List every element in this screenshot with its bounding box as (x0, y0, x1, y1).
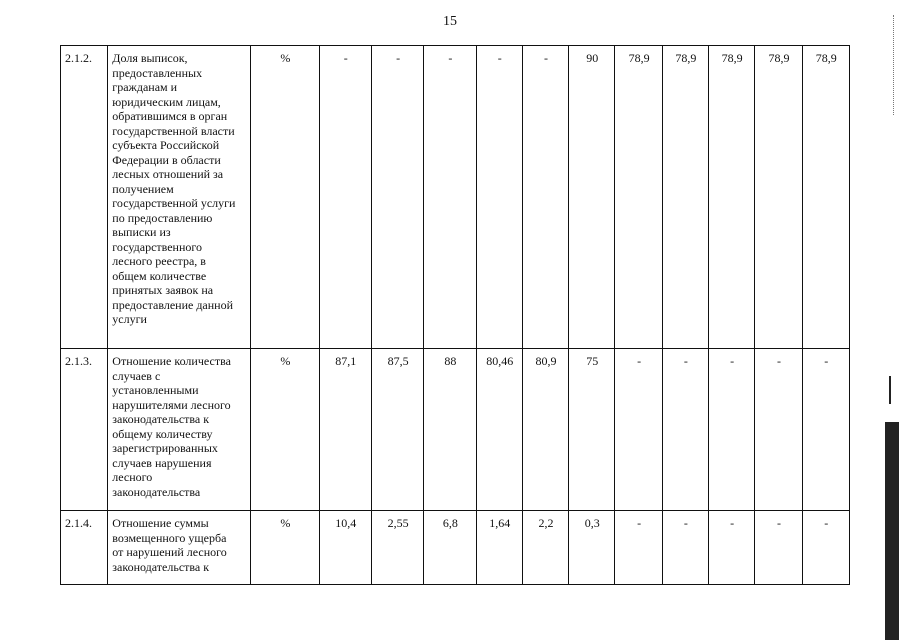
page-number: 15 (443, 14, 457, 29)
description-line: лесных отношений за (112, 167, 224, 181)
description-line: законодательства к (112, 412, 210, 426)
description-line: Отношение суммы (112, 516, 209, 530)
indicator-description-cell (108, 349, 251, 511)
unit-cell: % (251, 46, 319, 349)
value-cell: - (709, 349, 755, 511)
description-line: государственной власти (112, 123, 235, 138)
indicator-description-cell (108, 511, 251, 585)
value-cell: - (709, 511, 755, 585)
value-cell: - (755, 349, 802, 511)
unit-cell: % (251, 349, 319, 511)
value-cell: 6,8 (424, 511, 476, 585)
row-number-cell: 2.1.2. (61, 46, 108, 349)
value-cell: 2,55 (371, 511, 423, 585)
value-cell: - (662, 349, 708, 511)
value-cell: 75 (569, 349, 615, 511)
description-line: обратившимся в орган (112, 109, 228, 123)
description-line: предоставленных (112, 65, 203, 80)
table-row (61, 46, 850, 349)
description-line: субъекта Российской (112, 138, 220, 152)
description-line: государственной услуги (112, 196, 236, 210)
scan-artifact-bar (885, 422, 899, 640)
value-cell: 78,9 (662, 46, 708, 349)
table-row (61, 511, 850, 585)
value-cell: - (371, 46, 423, 349)
value-cell: 78,9 (615, 46, 662, 349)
indicator-description-cell (108, 46, 251, 349)
description-line: возмещенного ущерба (112, 530, 227, 545)
value-cell: - (802, 511, 849, 585)
description-line: установленными (112, 383, 199, 397)
description-line: общему количеству (112, 426, 213, 441)
description-line: Доля выписок, (112, 51, 188, 65)
description-line: предоставление данной (112, 297, 234, 312)
scan-artifact-tick (889, 376, 891, 404)
value-cell: 78,9 (709, 46, 755, 349)
scan-artifact-dots (893, 15, 894, 115)
description-line: Федерации в области (112, 152, 221, 167)
value-cell: - (476, 46, 522, 349)
description-line: общем количестве (112, 268, 207, 283)
value-cell: 90 (569, 46, 615, 349)
value-cell: - (319, 46, 371, 349)
value-cell: 78,9 (755, 46, 802, 349)
description-line: принятых заявок на (112, 283, 214, 297)
description-line: законодательства к (112, 559, 210, 574)
description-line: гражданам и (112, 80, 178, 94)
description-line: лесного (112, 470, 153, 484)
value-cell: 87,5 (371, 349, 423, 511)
value-cell: 10,4 (319, 511, 371, 585)
description-line: государственного (112, 239, 203, 254)
value-cell: - (522, 46, 568, 349)
description-line: законодательства (112, 484, 201, 499)
description-line: случаев с (112, 368, 161, 383)
unit-cell: % (251, 511, 319, 585)
description-line: лесного реестра, в (112, 254, 206, 268)
description-line: Отношение количества (112, 354, 231, 368)
description-line: по предоставлению (112, 210, 213, 225)
description-line: юридическим лицам, (112, 94, 221, 109)
description-line: зарегистрированных (112, 441, 218, 455)
value-cell: 80,46 (476, 349, 522, 511)
value-cell: 88 (424, 349, 476, 511)
description-line: выписки из (112, 225, 171, 239)
value-cell: - (755, 511, 802, 585)
value-cell: - (802, 349, 849, 511)
description-line: случаев нарушения (112, 455, 212, 470)
value-cell: 1,64 (476, 511, 522, 585)
value-cell: 80,9 (522, 349, 568, 511)
description-line: от нарушений лесного (112, 545, 227, 559)
indicators-table (60, 45, 850, 585)
row-number-cell: 2.1.4. (61, 511, 108, 585)
value-cell: 0,3 (569, 511, 615, 585)
table-row (61, 349, 850, 511)
description-line: получением (112, 181, 174, 196)
description-line: услуги (112, 312, 147, 326)
value-cell: - (615, 349, 662, 511)
description-line: нарушителями лесного (112, 397, 231, 412)
value-cell: 78,9 (802, 46, 849, 349)
value-cell: 87,1 (319, 349, 371, 511)
value-cell: - (662, 511, 708, 585)
row-number-cell: 2.1.3. (61, 349, 108, 511)
value-cell: - (615, 511, 662, 585)
value-cell: - (424, 46, 476, 349)
value-cell: 2,2 (522, 511, 568, 585)
